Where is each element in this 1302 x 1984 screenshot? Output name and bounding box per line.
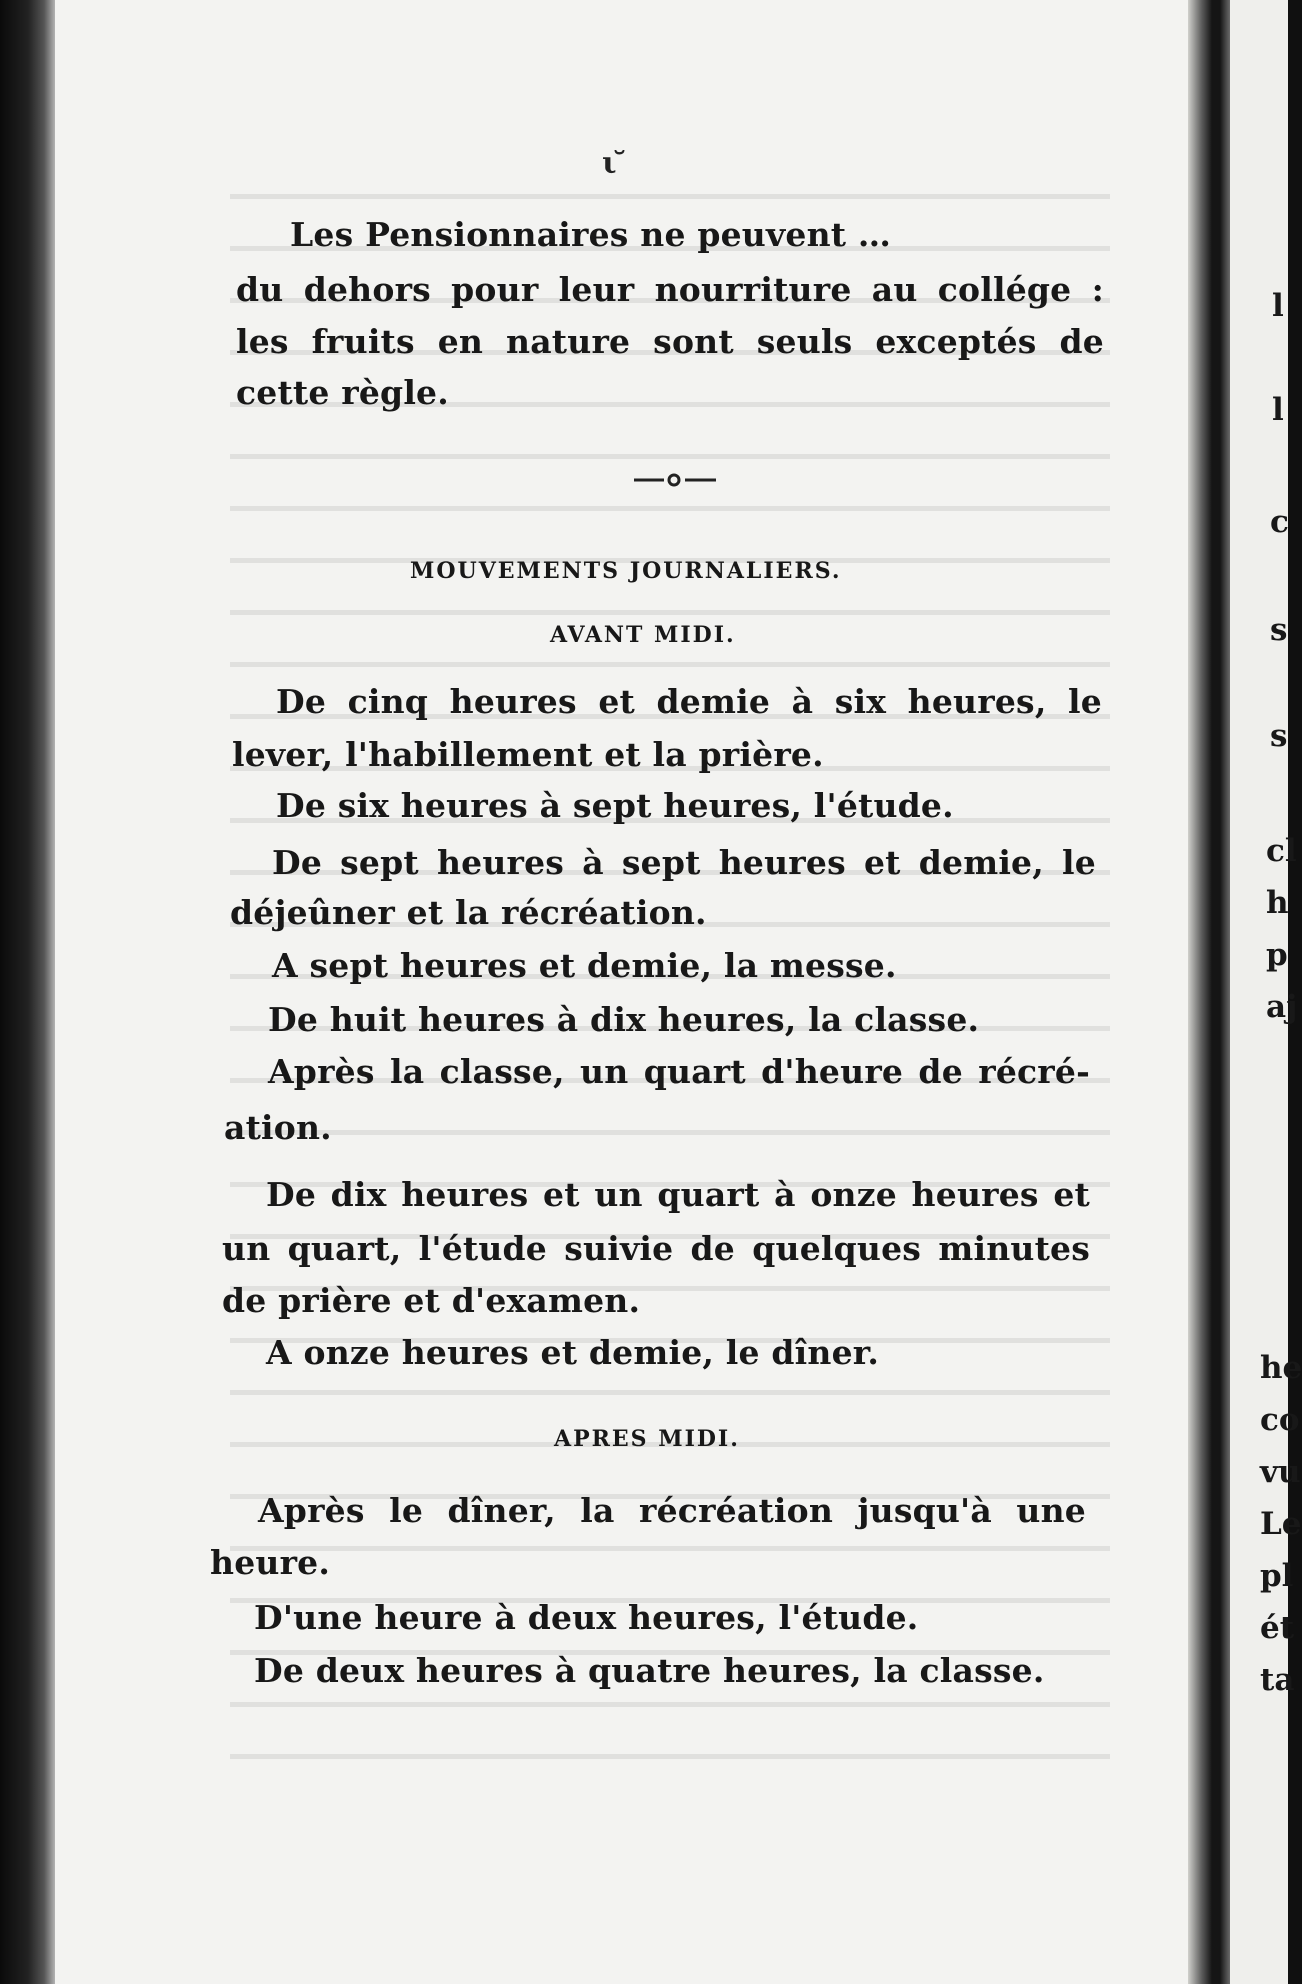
text-line: heure. xyxy=(210,1543,331,1582)
text-line: lever, l'habillement et la prière. xyxy=(232,735,824,774)
ornament-divider xyxy=(628,470,722,490)
facing-fragment: l xyxy=(1272,392,1284,428)
facing-fragment: s xyxy=(1270,612,1288,648)
left-binding-edge xyxy=(0,0,60,1984)
running-head-mark: ι ̆ xyxy=(602,146,627,181)
facing-fragment: p xyxy=(1266,937,1288,973)
facing-fragment: aj xyxy=(1266,989,1298,1025)
text-line: Après la classe, un quart d'heure de récré- xyxy=(268,1052,1090,1091)
facing-fragment: h xyxy=(1266,885,1289,921)
facing-fragment: he xyxy=(1260,1350,1302,1386)
text-line: De huit heures à dix heures, la classe. xyxy=(268,1000,980,1039)
text-line: De dix heures et un quart à onze heures et xyxy=(266,1175,1090,1214)
text-line: Les Pensionnaires ne peuvent … xyxy=(290,215,892,254)
section-heading: MOUVEMENTS JOURNALIERS. xyxy=(410,558,842,584)
text-line: De six heures à sept heures, l'étude. xyxy=(276,786,954,825)
text-line: Après le dîner, la récréation jusqu'à une xyxy=(258,1491,1086,1530)
text-line: De deux heures à quatre heures, la classe. xyxy=(254,1651,1045,1690)
text-line: De sept heures à sept heures et demie, le xyxy=(272,843,1096,882)
facing-fragment: Le xyxy=(1260,1506,1302,1542)
facing-fragment: l xyxy=(1272,288,1284,324)
text-line: A sept heures et demie, la messe. xyxy=(272,946,897,985)
subheading-afternoon: APRES MIDI. xyxy=(554,1426,740,1452)
text-line: A onze heures et demie, le dîner. xyxy=(266,1333,880,1372)
text-line: De cinq heures et demie à six heures, le xyxy=(276,682,1102,721)
subheading-morning: AVANT MIDI. xyxy=(550,622,736,648)
facing-page-edge xyxy=(1230,0,1302,1984)
text-line: du dehors pour leur nourriture au collége : xyxy=(236,270,1104,309)
text-line: déjeûner et la récréation. xyxy=(230,893,707,932)
facing-fragment: ta xyxy=(1260,1662,1295,1698)
text-line: D'une heure à deux heures, l'étude. xyxy=(254,1598,919,1637)
text-line: de prière et d'examen. xyxy=(222,1281,641,1320)
facing-fragment: c xyxy=(1270,504,1289,540)
text-line: ation. xyxy=(224,1108,332,1147)
facing-fragment: ét xyxy=(1260,1610,1295,1646)
facing-fragment: s xyxy=(1270,718,1288,754)
facing-fragment: co xyxy=(1260,1402,1300,1438)
text-line: un quart, l'étude suivie de quelques minutes xyxy=(222,1229,1090,1268)
text-line: cette règle. xyxy=(236,373,449,412)
facing-fragment: pl xyxy=(1260,1558,1294,1594)
book-gutter xyxy=(1188,0,1230,1984)
facing-fragment: cl xyxy=(1266,833,1297,869)
facing-fragment: vu xyxy=(1260,1454,1301,1490)
text-line: les fruits en nature sont seuls exceptés de xyxy=(236,322,1104,361)
